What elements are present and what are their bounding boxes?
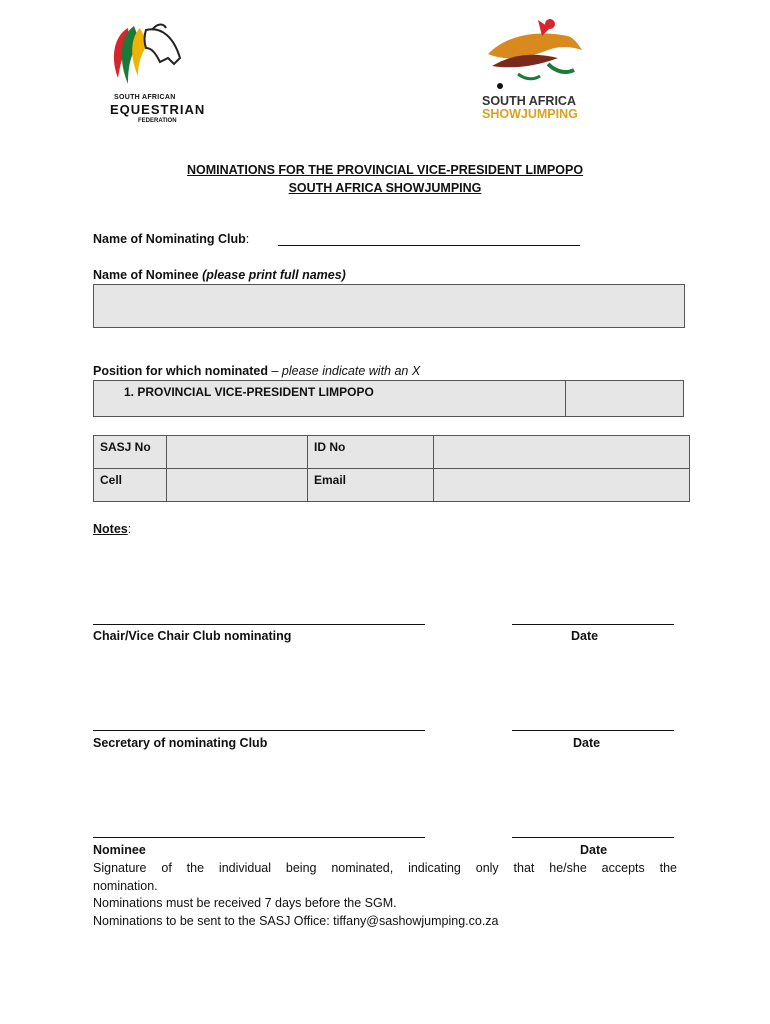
sasj-no-field[interactable]	[167, 436, 308, 469]
sasj-logo-line2: SHOWJUMPING	[482, 107, 578, 121]
saef-logo	[100, 18, 220, 128]
nominee-label-row	[93, 268, 346, 282]
notes-label: Notes	[93, 522, 128, 536]
saef-logo-line2: EQUESTRIAN	[110, 102, 206, 117]
id-no-label-cell	[308, 436, 434, 469]
chair-signature-label: Chair/Vice Chair Club nominating	[93, 629, 292, 643]
nominee-signature-line[interactable]	[93, 837, 425, 838]
nominee-date-line[interactable]	[512, 837, 674, 838]
position-hint: – please indicate with an X	[268, 364, 421, 378]
saef-logo-line1: SOUTH AFRICAN	[114, 94, 176, 101]
showjumping-horse-icon	[478, 14, 598, 94]
chair-date-label: Date	[571, 629, 599, 643]
secretary-signature-label: Secretary of nominating Club	[93, 736, 268, 750]
position-item-label: 1. PROVINCIAL VICE-PRESIDENT LIMPOPO	[124, 385, 374, 399]
sasj-logo-line1: SOUTH AFRICA	[482, 94, 576, 108]
email-label: Email	[314, 473, 347, 487]
position-label-row	[93, 364, 420, 378]
saef-logo-line3: FEDERATION	[138, 118, 177, 124]
sasj-logo	[478, 14, 598, 124]
nominee-date-label: Date	[580, 843, 608, 857]
secretary-date-label: Date	[573, 736, 601, 750]
notes-colon: :	[127, 522, 132, 536]
club-label-row	[93, 232, 249, 246]
footer-line4: Nominations to be sent to the SASJ Office: tiffany@sashowjumping.co.za	[93, 914, 499, 928]
nominee-label: Name of Nominee	[93, 268, 203, 282]
horse-head-icon	[100, 18, 220, 98]
club-colon: :	[245, 232, 250, 246]
footer-line3: Nominations must be received 7 days before the SGM.	[93, 896, 397, 910]
form-title-line2: SOUTH AFRICA SHOWJUMPING	[288, 181, 482, 195]
notes-label-row	[93, 522, 131, 536]
nominee-hint: (please print full names)	[202, 268, 346, 282]
position-item	[94, 381, 566, 417]
secretary-signature-line[interactable]	[93, 730, 425, 731]
chair-signature-line[interactable]	[93, 624, 425, 625]
club-label: Name of Nominating Club	[93, 232, 246, 246]
cell-label: Cell	[100, 473, 123, 487]
email-label-cell	[308, 469, 434, 502]
id-no-field[interactable]	[434, 436, 690, 469]
footer-line2: nomination.	[93, 879, 158, 893]
form-title-line1: NOMINATIONS FOR THE PROVINCIAL VICE-PRESIDENT LIMPOPO	[186, 163, 584, 177]
nominee-signature-label: Nominee	[93, 843, 146, 857]
secretary-date-line[interactable]	[512, 730, 674, 731]
position-table	[93, 380, 684, 417]
email-field[interactable]	[434, 469, 690, 502]
position-mark-cell[interactable]	[566, 381, 684, 417]
club-name-field[interactable]	[278, 245, 580, 246]
sasj-no-label: SASJ No	[100, 440, 151, 454]
cell-label-cell	[94, 469, 167, 502]
id-no-label: ID No	[314, 440, 346, 454]
nominee-name-field[interactable]	[93, 284, 685, 328]
cell-field[interactable]	[167, 469, 308, 502]
footer-line1: Signature of the individual being nominated, indicating only that he/she accepts the	[93, 861, 677, 875]
position-label: Position for which nominated	[93, 364, 268, 378]
details-table	[93, 435, 690, 502]
sasj-no-label-cell	[94, 436, 167, 469]
chair-date-line[interactable]	[512, 624, 674, 625]
